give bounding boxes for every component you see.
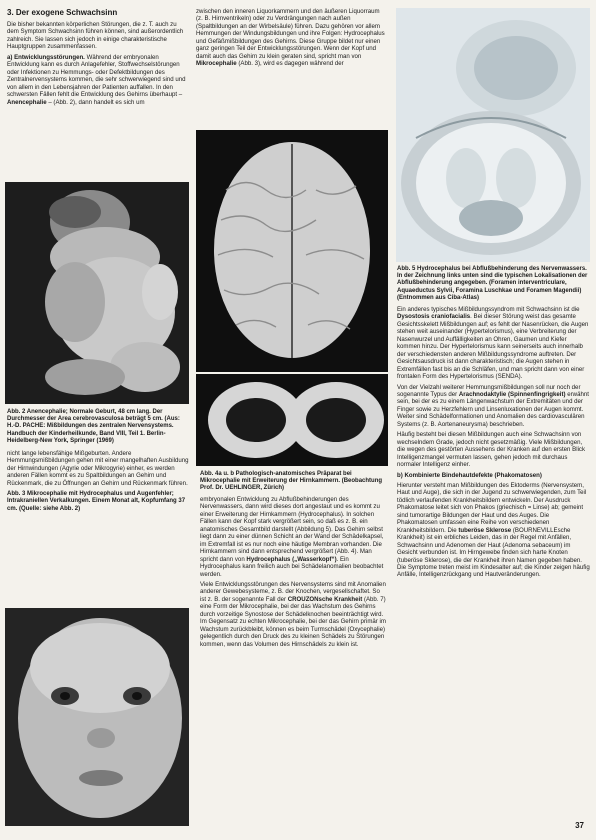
column-middle: zwischen den inneren Liquorkammern und den äußeren Liquorraum (z. B. Hirnventrikeln) oder zu Verdrängungen nach außen (Spaltbildungen an der Wirbelsäule) führen. Dazu gehören vor allem Hemmungen der Windungsbildungen und ihre Folgen: Hydrocephalus und Gefäßmißbildungen des Gehirns. Diese Gruppe bildet nur einen ganz geringen Teil der Entwicklungsstörungen. Wenn der Kopf und damit auch das Gehirn zu klein geraten sind, spricht man von Mikrocephalie (Abb. 3), wird es dagegen während der: [196, 8, 385, 68]
caption-abb-2: Abb. 2 Anencephalie; Normale Geburt, 48 cm lang. Der Durchmesser der Area cerebrovasculosa beträgt 5 cm. (Aus: H.-D. PACHE: Mißbildungen des zentralen Nervensystems. Handbuch der Kinderheilkunde, Band VIII, Teil 1. Berlin-Heidelberg-New York, Springer (1969) nicht lange lebensfähige Mißgeburten. Andere Hemmungsmißbildungen gehen mit einer mangelhaften Ausbildung der Hirnwindungen (Agyrie oder Mikrogyrie) einher, es werden anderen Fällen kommt es zu Spaltbildungen an Gehirn und Rückenmark, die zu Öffnungen an Gehirn und Rückenmark führen. Abb. 3 Mikrocephalie mit Hydrocephalus und Augenfehler; Intrakraniellen Verkalkungen. Einem Monat alt, Kopfumfang 37 cm. (Quelle: siehe Abb. 2): [7, 409, 189, 512]
column-left: [7, 8, 189, 109]
column-right: Abb. 5 Hydrocephalus bei Abflußbehinderung des Nervenwassers. In der Zeichnung links unten sind die typischen Lokalisationen der Abflußbehinderung angegeben. (Foramen interventriculare, Aquaeductus Sylvii, Foramina Luschkae und Foramen Magendii) (Entnommen aus Ciba-Atlas) Ein anderes typisches Mißbildungssyndrom mit Schwachsinn ist die Dysostosis craniofacialis. Bei dieser Störung weist das gesamte Gesichtsskelett Mißbildungen auf; es fehlt der Nasenrücken, die Augen stehen weit auseinander (Hypertelorismus), eine Verbreiterung der Nasenwurzel und Auffälligkeiten an Ohren, Gaumen und Kiefer kommen hinzu. Der Hypertelorismus kann seinerseits auch innerhalb der verschiedensten anderen Mißbildungssyndrome auftreten. Der Gesichtsausdruck ist dann charakteristisch; die Augen stehen in Extremfällen fast bis an die Schläfen, und man spricht dann von einer frontalen Form des Hypertelorismus (SENDA). Von der Vielzahl weiterer Hemmungsmißbildungen soll nur noch der sogenannte Typus der Arachnodaktylie (Spinnenfingrigkeit) erwähnt sein, bei der es zu einem Längenwachstum der Extremitäten und der Finger sowie zu Herzfehlern und Linsenluxationen der Augen kommt. Weiter sind Schädelformationen und Anomalien des cardiovasculären Systems (z. B. Aortenaneurysma) beschrieben. Häufig besteht bei diesen Mißbildungen auch eine Schwachsinn von wechselndem Grade, jedoch nicht gesetzmäßig. Viele Mißbildungen, die wegen des gestörten Aussehens der Kranken auf den ersten Blick Intelligenzmangel vermuten lassen, gehen jedoch mit durchaus normaler Intelligenz einher. b) Kombinierte Bindehautdefekte (Phakomatosen) Hierunter versteht man Mißbildungen des Ektoderms (Nervensystem, Haut und Auge), die sich in der Jugend zu schwerwiegenden, zum Teil tödlich verlaufenden Krankheitsbildern entwickeln. Der Ausdruck Phakomatose leitet sich von Phakos (griechisch = Linse) ab; gemeint sind tumorartige Bildungen der Haut und des Auges. Die Phakomatosen umfassen eine Reihe von verschiedenen Krankheitsbildern. Die tuberöse Sklerose (BOURNEVILLEsche Krankheit) ist ein erbliches Leiden, das in der Regel mit Anfällen, Schwachsinn und Adenomen der Haut (Adenoma sebaceum) im Gesicht verbunden ist. Im Hirngewebe finden sich harte Knoten (tuberöse Sklerose), die der Krankheit ihren Namen gegeben haben. Die Symptome treten meist im Kindesalter auf; die Kinder zeigen häufig Anfälle, Intelligenzrückgang und Hautveränderungen.: [397, 266, 590, 579]
figure-5-illustration: [396, 8, 590, 262]
caption-abb-4: Abb. 4a u. b Pathologisch-anatomisches Präparat bei Mikrocephalie mit Erweiterung der Hirnkammern. (Beobachtung Prof. Dr. UEHLINGER, Zürich): [200, 471, 383, 492]
column-middle-body: embryonalen Entwicklung zu Abflußbehinderungen des Nervenwassers, dann wird dieses dort angestaut und es kommt zu einer Erweiterung der Hirnkammern (Hydrocephalus). In solchen Fällen kann der Kopf stark vergrößert sein, so daß es z. B. ein anatomisches Gesamtbild darstellt (Abbildung 5). Das Gehirn selbst liegt dann zu einer dünnen Schicht an der Wand der Schädelkapsel, im Extremfall ist es nur noch eine häutige Membran vorhanden. Die Hirnkammern sind dann entsprechend vergrößert (Abb. 4). Man spricht dann von Hydrocephalus („Wasserkopf“). Ein Hydrocephalus kann freilich auch bei Schädelanomalien beobachtet werden. Viele Entwicklungsstörungen des Nervensystems sind mit Anomalien anderer Gewebesysteme, z. B. der Knochen, vergesellschaftet. So ist z. B. der sogenannte Fall der CROUZONsche Krankheit (Abb. 7) eine Form der Mikrocephalie, bei der das Wachstum des Gehirns durch vorzeitige Synostose der Schädelknochen beeinträchtigt wird. Im Gegensatz zu echten Mikrocephalie, bei der das Gehirn primär im Wachstum zurückbleibt, können es beim Turmschädel (Oxycephalie) gelegentlich durch den Druck des zu kleinen Schädels zu Störungen kommen, wenn das Volumen des Hirnschädels zu klein ist.: [200, 496, 386, 648]
figure-4a-photo: [196, 130, 388, 372]
figure-4b-photo: [196, 374, 388, 466]
intro-paragraph: Die bisher bekannten körperlichen Störungen, die z. T. auch zu dem Symptom Schwachsinn führen können, sind außerordentlich zahlreich. Sie lassen sich jedoch in einige charakteristische Hauptgruppen zusammenfassen.: [7, 21, 184, 51]
figure-2-photo: [5, 182, 189, 404]
section-title: 3. Der exogene Schwachsinn: [7, 8, 118, 17]
figure-3-photo: [5, 608, 189, 826]
paragraph-a: a) Entwicklungsstörungen. Während der embryonalen Entwicklung kann es durch Anlagefehler, Stoffwechselstörungen oder Infektionen zu Hemmungs- oder Defektbildungen des Zentralnervensystems kommen, die sehr schwerwiegend sind und von allem in den Lebensjahren der Patienten auffallen. In den schwersten Fällen fehlt die Entwicklung des Gehirns überhaupt – Anencephalie – (Abb. 2), dann handelt es sich um: [7, 53, 186, 106]
page-number: 37: [575, 821, 584, 830]
